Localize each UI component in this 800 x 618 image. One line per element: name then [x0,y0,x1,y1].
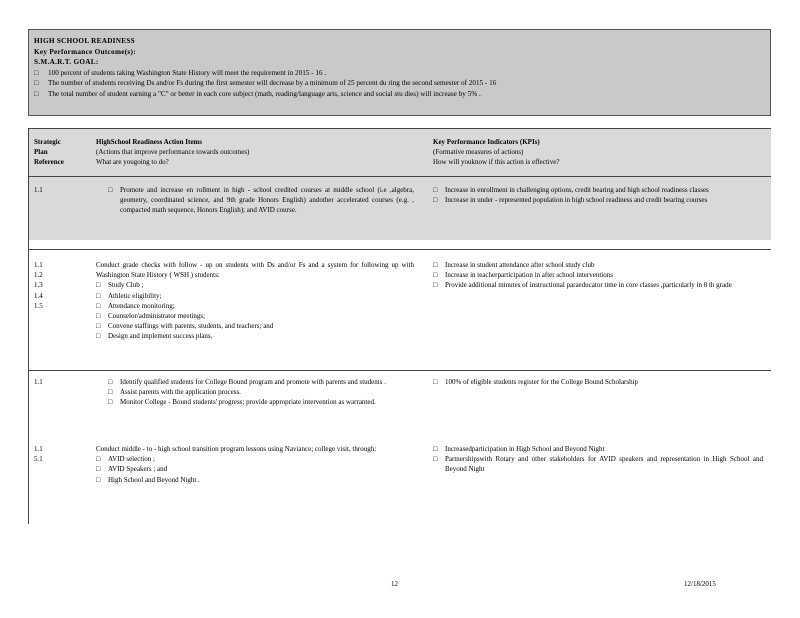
action-item [96,311,414,321]
strategic-ref-cell [34,444,94,464]
goal-text: The number of students receiving Ds and/or Fs during the first semester will decrease by a minimum of 25 percent du ring the second semester of 2015 - 16 [48,79,497,87]
kpi-cell [433,185,763,205]
action-list [96,454,414,485]
kpi-item [433,260,763,270]
goal-item [34,78,765,89]
checkbox-bullet-icon: □ [108,378,113,386]
checkbox-bullet-icon: □ [96,291,101,300]
goal-list [34,68,765,100]
action-item-text: AVID selection ; [108,455,155,464]
action-items-cell [96,185,414,216]
action-item [96,454,414,464]
action-item [108,185,414,216]
checkbox-bullet-icon: □ [433,186,438,194]
checkbox-bullet-icon: □ [96,322,101,331]
header-col3-title: Key Performance Indicators (KPIs) [433,138,540,146]
goal-item [34,68,765,79]
strategic-ref: 1.1 [34,445,43,453]
action-item [96,291,414,301]
table-row [29,176,771,240]
kpi-item-text: Provide additional minutes of instructional paraeducator time in core classes ,particularly in 8 th grade [445,281,732,290]
kpi-item-text: Increase in teacherparticipation in after school interventions [445,271,613,280]
smart-label: S.M.A.R.T. GOAL: [34,58,99,66]
checkbox-bullet-icon: □ [96,301,101,310]
strategic-ref: 1.1 [34,378,43,386]
goal-text: 100 percent of students taking Washington State History will meet the requirement in 2015 - 16 . [48,68,327,77]
checkbox-bullet-icon: □ [34,79,39,87]
header-action-items [96,137,414,168]
kpi-item [433,195,763,205]
action-item-text: High School and Beyond Night . [108,475,200,484]
goals-title: HIGH SCHOOL READINESS [34,37,135,45]
action-table [28,128,771,524]
strategic-ref: 1.1 [34,186,43,194]
header-strategic-plan-ref [34,137,94,168]
checkbox-bullet-icon: □ [96,455,101,464]
checkbox-bullet-icon: □ [96,281,101,290]
header-col3-sub: How will youknow if this action is effective? [433,158,560,167]
header-col1-line: Plan [34,148,48,157]
header-col2-title: HighSchool Readiness Action Items [96,138,202,146]
header-col2-sub: What are yougoing to do? [96,158,169,167]
action-item-text: Convene staffings with parents, students, and teachers; and [108,322,274,331]
checkbox-bullet-icon: □ [433,271,438,280]
kpi-item [433,185,763,195]
action-list [96,377,414,408]
action-items-cell [96,377,414,408]
action-item-text: Monitor College - Bound students' progress; provide appropriate intervention as warranted. [120,398,376,407]
action-item [96,301,414,311]
kpi-cell [433,377,763,387]
kpi-item [433,270,763,280]
action-list [96,280,414,341]
strategic-ref-cell [34,260,94,311]
goals-box [28,29,771,116]
action-item [96,280,414,290]
strategic-ref: 1.1 [34,261,43,269]
action-item [108,387,414,397]
checkbox-bullet-icon: □ [34,89,39,98]
action-item-text: Identify qualified students for College Bound program and promote with parents and students . [120,378,386,386]
action-list [96,185,414,216]
action-item-text: Counselor/administrator meetings; [108,312,206,321]
page-number: 12 [391,580,398,588]
kpi-item-text: Partnershipswith Rotary and other stakeholders for AVID speakers and representation in High School and Beyond Night [445,455,763,474]
kpi-item [433,280,763,290]
kpi-item-text: 100% of eligible students register for the College Bound Scholarship [445,378,639,386]
footer-date: 12/18/2015 [684,580,716,588]
kpi-cell [433,444,763,475]
action-items-cell [96,260,414,342]
checkbox-bullet-icon: □ [433,378,438,386]
strategic-ref-cell [34,377,94,387]
action-item-text: AVID Speakers ; and [108,465,168,474]
kpi-item [433,444,763,454]
kpi-item-text: Increase in under - represented population in high school readiness and credit bearing courses [445,196,708,205]
kpi-item [433,377,763,387]
action-item [108,397,414,407]
table-header [29,129,771,176]
action-intro: Conduct middle - to - high school transition program lessons using Naviance; college visit, through: [96,445,377,453]
strategic-ref: 5.1 [34,455,43,464]
header-col3-sub: (Formative measures of actions) [433,148,524,157]
checkbox-bullet-icon: □ [34,68,39,77]
table-row [29,370,771,438]
strategic-ref: 1.2 [34,271,43,280]
action-item [96,321,414,331]
action-item-text: Study Club ; [108,281,144,290]
action-item-text: Promote and increase en rollment in high - school credited courses at middle school (i.e ,algebra, geometry, coordinated science, and 9th grade Honors English) andother accelerated courses (e.g. , compacted math sequence, Honors English); and AVID course. [120,186,414,215]
header-col1-line: Strategic [34,138,61,146]
table-row [29,249,771,370]
action-item [96,475,414,485]
strategic-ref: 1.3 [34,281,43,290]
kpi-item-text: Increase in enrollment in challenging options, credit bearing and high school readiness classes [445,186,709,194]
checkbox-bullet-icon: □ [433,261,438,269]
strategic-ref: 1.4 [34,291,43,300]
checkbox-bullet-icon: □ [96,332,101,341]
header-col1-line: Reference [34,158,64,167]
kpo-label: Key Performance Outcome(s): [34,47,136,56]
action-items-cell [96,444,414,485]
strategic-ref-cell [34,185,94,195]
checkbox-bullet-icon: □ [433,455,438,464]
goal-text: The total number of student earning a "C" or better in each core subject (math, reading/language arts, science and social stu dies) will increase by 5% . [48,89,481,98]
table-row [29,440,771,525]
strategic-ref: 1.5 [34,301,43,310]
header-kpis [433,137,763,168]
kpi-item-text: Increasedparticipation in High School and Beyond Night [445,445,605,453]
action-item [108,377,414,387]
checkbox-bullet-icon: □ [433,196,438,205]
goal-item [34,89,765,100]
action-item-text: Assist parents with the application process. [120,388,241,397]
checkbox-bullet-icon: □ [96,465,101,474]
action-item-text: Attendance monitoring; [108,301,175,310]
kpi-item-text: Increase in student attendance after school study club [445,261,595,269]
checkbox-bullet-icon: □ [108,388,113,397]
action-intro: Conduct grade checks with follow - up on students with Ds and/or Fs and a system for following up with Washington State History ( WSH ) students: [96,261,414,280]
kpi-cell [433,260,763,291]
checkbox-bullet-icon: □ [108,186,113,194]
checkbox-bullet-icon: □ [108,398,113,407]
action-item [96,331,414,341]
action-item [96,464,414,474]
kpi-item [433,454,763,474]
header-col2-sub: (Actions that improve performance towards outcomes) [96,148,250,157]
checkbox-bullet-icon: □ [433,281,438,290]
action-item-text: Athletic eligibility; [108,291,162,300]
checkbox-bullet-icon: □ [96,312,101,321]
action-item-text: Design and implement success plans. [108,332,213,341]
checkbox-bullet-icon: □ [433,445,438,453]
checkbox-bullet-icon: □ [96,475,101,484]
